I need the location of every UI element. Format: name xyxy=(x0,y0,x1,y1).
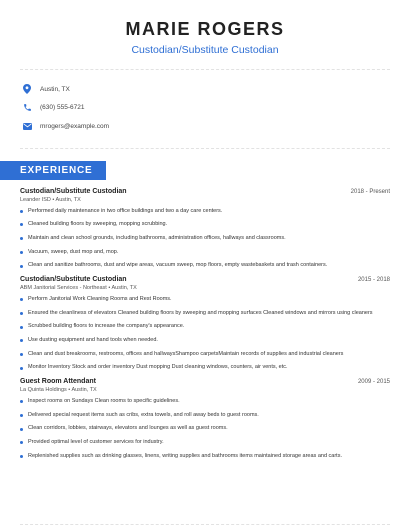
job-bullets xyxy=(20,208,390,270)
job-entry xyxy=(20,188,390,270)
job-dates: 2015 - 2018 xyxy=(357,276,390,283)
list-item: Scrubbed building floors to increase the company's appearance. xyxy=(20,323,390,331)
location-pin-icon xyxy=(22,84,32,94)
list-item: Clean and sanitize bathrooms, dust and wipe areas, vacuum sweep, mop floors, empty wastebaskets and trash containers. xyxy=(20,262,390,270)
job-title: Custodian/Substitute Custodian xyxy=(20,187,127,195)
experience-list xyxy=(0,188,410,461)
candidate-role: Custodian/Substitute Custodian xyxy=(131,44,279,56)
contact-list xyxy=(0,70,410,142)
footer-divider xyxy=(20,524,390,525)
list-item: Performed daily maintenance in two office buildings and two a day care centers. xyxy=(20,208,390,216)
contact-email xyxy=(22,117,410,135)
list-item: Ensured the cleanliness of elevators Cleaned building floors by sweeping and mopping surfaces Cleaned windows and mirrors using cleaners xyxy=(20,310,390,318)
list-item: Clean corridors, lobbies, stairways, elevators and lounges as well as guest rooms. xyxy=(20,425,390,433)
location-text: Austin, TX xyxy=(40,85,70,93)
job-entry xyxy=(20,378,390,460)
section-title-experience: EXPERIENCE xyxy=(0,161,106,180)
list-item: Monitor Inventory Stock and order inventory Dust mopping Dust cleaning windows, counters, air vents, etc. xyxy=(20,364,390,372)
list-item: Cleaned building floors by sweeping, mopping scrubbing. xyxy=(20,221,390,229)
contact-location xyxy=(22,80,410,98)
phone-text[interactable]: (630) 555-6721 xyxy=(40,104,85,111)
job-title: Custodian/Substitute Custodian xyxy=(20,275,127,283)
list-item: Replenished supplies such as drinking glasses, linens, writing supplies and bathrooms items maintained storage areas and carts. xyxy=(20,453,390,461)
envelope-icon xyxy=(22,121,32,131)
list-item: Maintain and clean school grounds, including bathrooms, administration offices, hallways and classrooms. xyxy=(20,235,390,243)
resume-header xyxy=(0,0,410,57)
job-bullets xyxy=(20,398,390,460)
list-item: Perform Janitorial Work Cleaning Rooms and Rest Rooms. xyxy=(20,296,390,304)
job-dates: 2018 - Present xyxy=(350,188,390,195)
list-item: Vacuum, sweep, dust mop and, mop. xyxy=(20,249,390,257)
list-item: Clean and dust breakrooms, restrooms, offices and hallwaysShampoo carpetsMaintain records of supplies and industrial cleaners xyxy=(20,351,390,359)
list-item: Delivered special request items such as cribs, extra towels, and roll away beds to guest rooms. xyxy=(20,412,390,420)
job-bullets xyxy=(20,296,390,372)
job-title: Guest Room Attendant xyxy=(20,378,96,386)
list-item: Inspect rooms on Sundays Clean rooms to specific guidelines. xyxy=(20,398,390,406)
contact-phone xyxy=(22,99,410,117)
contact-divider xyxy=(20,148,390,149)
candidate-name: MARIE ROGERS xyxy=(125,19,285,39)
job-entry xyxy=(20,276,390,372)
job-org: La Quinta Holdings • Austin, TX xyxy=(20,387,97,394)
list-item: Provided optimal level of customer services for industry. xyxy=(20,439,390,447)
job-org: ABM Janitorial Services - Northeast • Austin, TX xyxy=(20,284,137,291)
email-text[interactable]: mrogers@example.com xyxy=(40,122,110,130)
job-dates: 2009 - 2015 xyxy=(357,379,390,386)
phone-icon xyxy=(22,103,32,113)
list-item: Use dusting equipment and hand tools when needed. xyxy=(20,337,390,345)
job-org: Leander ISD • Austin, TX xyxy=(20,196,81,203)
